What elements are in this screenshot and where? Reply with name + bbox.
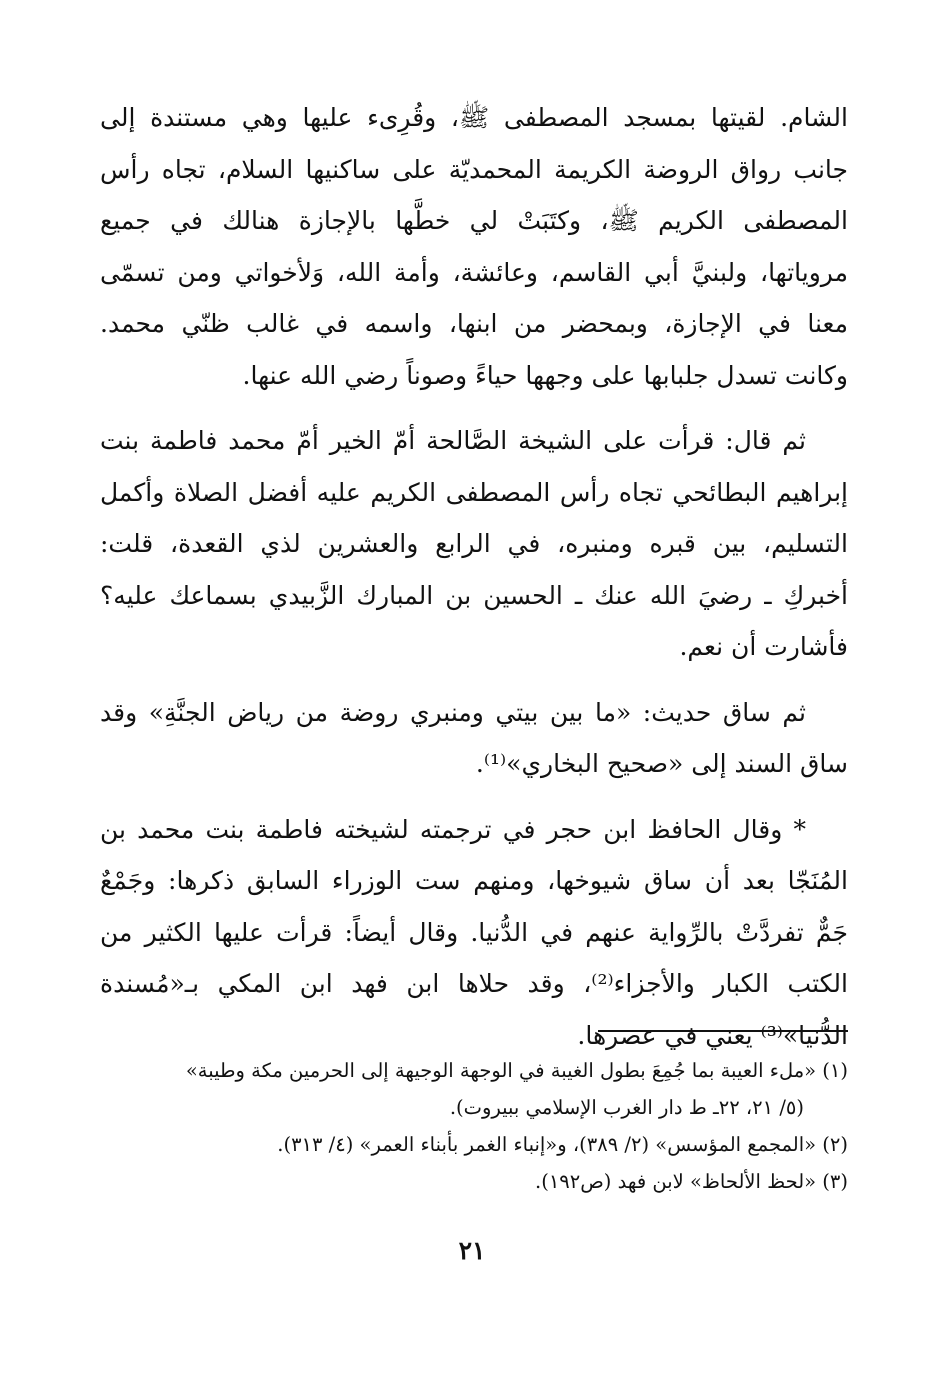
paragraph-2 [100, 415, 848, 673]
text-line: الكتب الكبار والأجزاء⁽²⁾، وقد حلاها ابن فهد ابن المكي بـ«مُسندة [100, 969, 848, 998]
text-line: المُنَجّا بعد أن ساق شيوخها، ومنهم ست الوزراء السابق ذكرها: وجَمْعٌ [100, 866, 848, 895]
text-line: * وقال الحافظ ابن حجر في ترجمته لشيخته فاطمة بنت محمد بن [100, 814, 806, 844]
footnote-3 [100, 1163, 848, 1200]
text-line: مروياتها، ولبنيَّ أبي القاسم، وعائشة، وأمة الله، وَلأخواتي ومن تسمّى [100, 257, 848, 287]
footnote-line: (٢) «المجمع المؤسس» (٢/ ٣٨٩)، و«إنباء الغمر بأبناء العمر» (٤/ ٣١٣). [277, 1133, 848, 1156]
footnote-line: (٣) «لحظ الألحاظ» لابن فهد (ص١٩٢). [535, 1170, 848, 1193]
footnote-divider [598, 1030, 848, 1032]
page-number: ٢١ [458, 1236, 486, 1265]
text-line: الدُّنيا»⁽³⁾ يعني في عصرها. [577, 1020, 848, 1050]
text-line: وكانت تسدل جلبابها على وجهها حياءً وصوناً رضي الله عنها. [242, 360, 848, 390]
text-line: جَمٌّ تفردَّتْ بالرِّواية عنهم في الدُّنيا. وقال أيضاً: قرأت عليها الكثير من [100, 917, 848, 947]
text-line: المصطفى الكريم ﷺ، وكتَبَتْ لي خطَّها بالإجازة هنالك في جميع [100, 206, 848, 235]
text-line: جانب رواق الروضة الكريمة المحمديّة على ساكنيها السلام، تجاه رأس [100, 154, 848, 184]
text-line: إبراهيم البطائحي تجاه رأس المصطفى الكريم عليه أفضل الصلاة وأكمل [100, 477, 848, 507]
footnotes [100, 1052, 848, 1200]
paragraph-1 [100, 92, 848, 401]
paragraph-3 [100, 687, 848, 790]
text-line: أخبركِ ـ رضيَ الله عنك ـ الحسين بن المبارك الزَّبيدي بسماعك عليه؟ [100, 580, 848, 610]
text-line: الشام. لقيتها بمسجد المصطفى ﷺ، وقُرِىء عليها وهي مستندة إلى [100, 103, 848, 132]
text-line: فأشارت أن نعم. [679, 632, 848, 661]
footnote-line: (١) «ملء العيبة بما جُمِعَ بطول الغيبة في الوجهة الوجيهة إلى الحرمين مكة وطيبة» [185, 1059, 848, 1082]
footnote-1 [100, 1052, 848, 1126]
text-line: ساق السند إلى «صحيح البخاري»⁽¹⁾. [475, 749, 848, 778]
paragraph-4 [100, 804, 848, 1062]
text-line: ثم قال: قرأت على الشيخة الصَّالحة أمّ الخير أمّ محمد فاطمة بنت [100, 426, 806, 455]
text-line: التسليم، بين قبره ومنبره، في الرابع والعشرين لذي القعدة، قلت: [100, 529, 848, 558]
text-line: ثم ساق حديث: «ما بين بيتي ومنبري روضة من رياض الجنَّةِ» وقد [100, 697, 806, 727]
footnote-2 [100, 1126, 848, 1163]
footnote-line: (٥/ ٢١، ٢٢ـ ط دار الغرب الإسلامي ببيروت). [449, 1096, 804, 1119]
main-text [100, 92, 848, 1075]
text-line: معنا في الإجازة، وبمحضر من ابنها، واسمه في غالب ظنّي محمد. [100, 309, 848, 338]
